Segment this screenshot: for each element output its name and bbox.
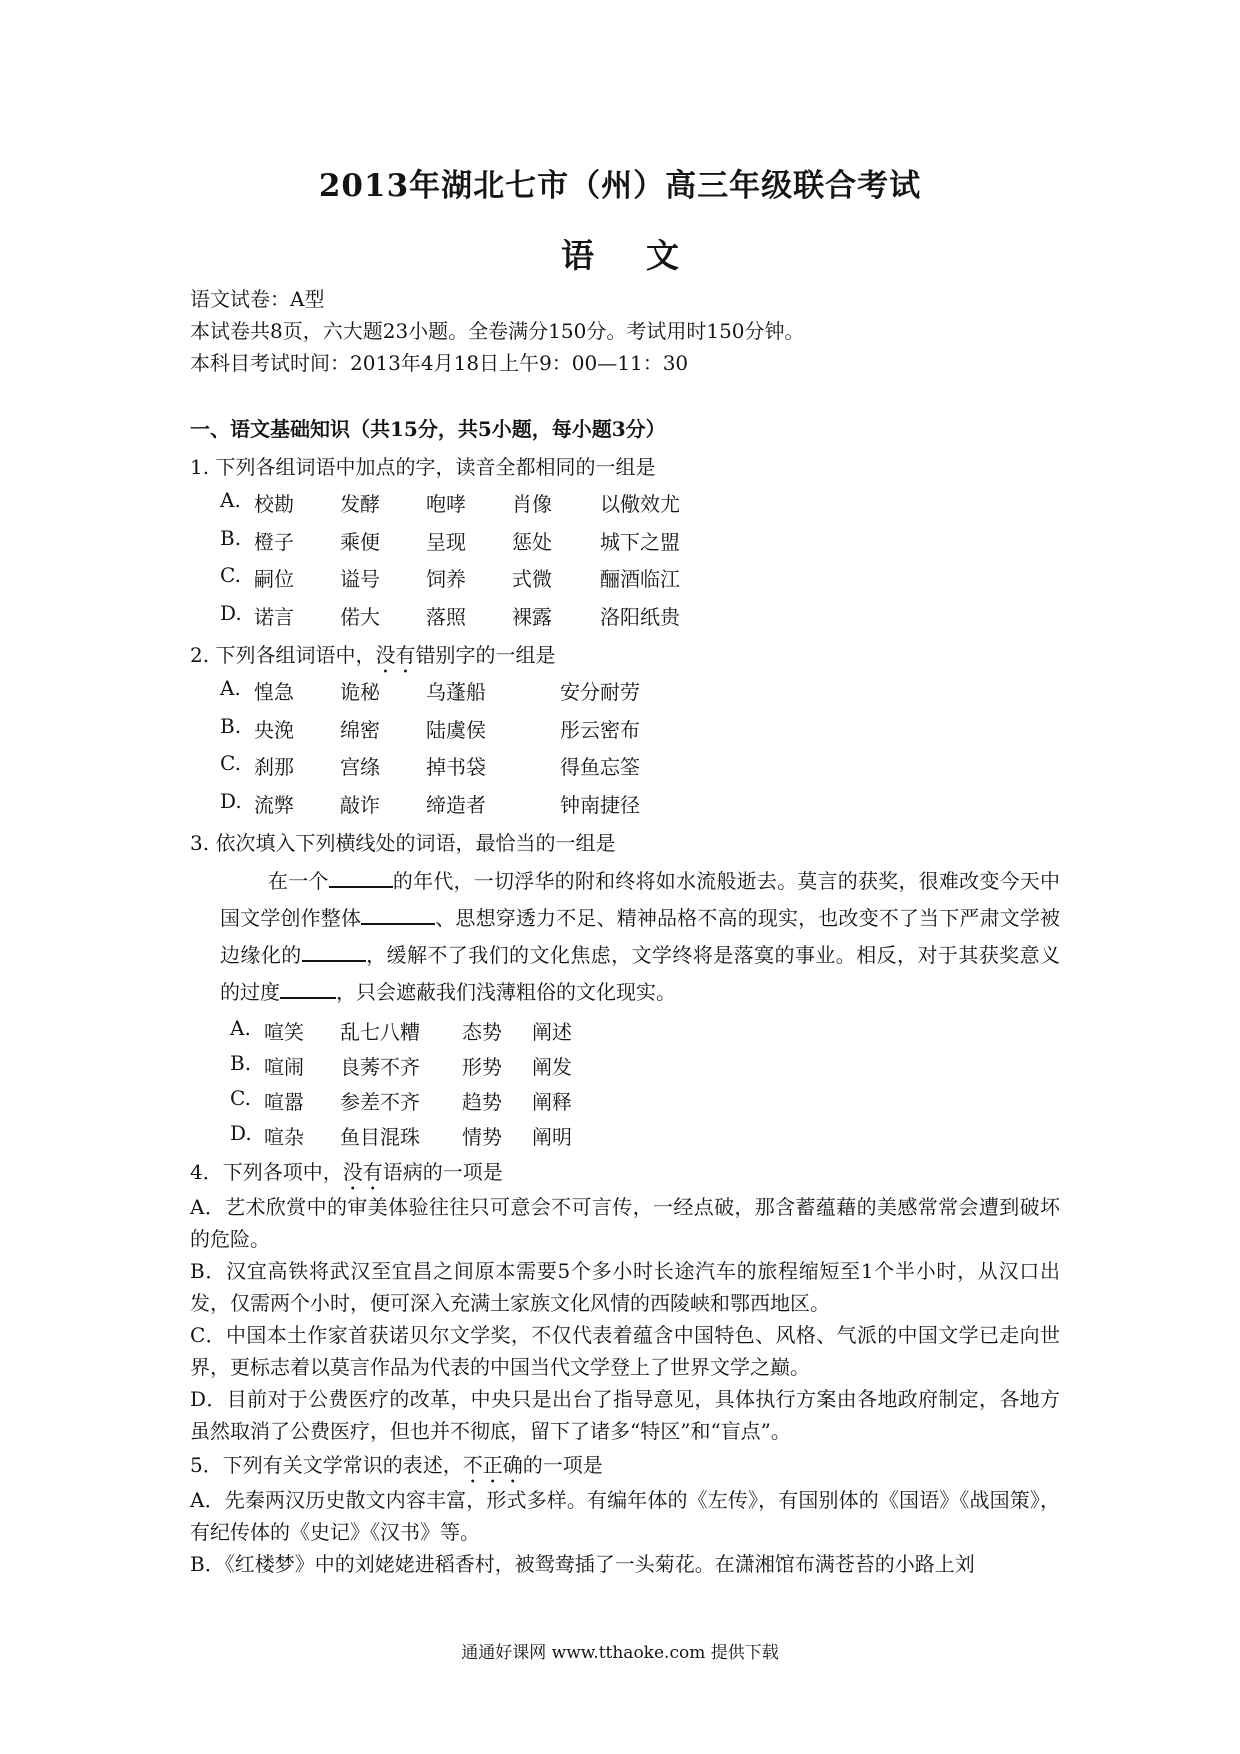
- q1-option-a: [220, 488, 680, 516]
- q3-blank-2: [361, 903, 435, 925]
- q5-stem-post: 的一项是: [522, 1453, 603, 1477]
- q4-stem-emphasis: 没有: [342, 1160, 383, 1184]
- option-label: C.: [220, 751, 241, 775]
- paper-type: 语文试卷：A型: [190, 287, 325, 311]
- footer-credit: 通通好课网 www.tthaoke.com 提供下载: [461, 1643, 779, 1663]
- word: 参差不齐: [340, 1090, 420, 1114]
- word: 城下之盟: [600, 530, 680, 554]
- q1-stem: 1. 下列各组词语中加点的字，读音全都相同的一组是: [190, 455, 656, 479]
- word: 式微: [512, 567, 552, 591]
- word: 趋势: [462, 1090, 502, 1114]
- q4-option-b: B．汉宜高铁将武汉至宜昌之间原本需要5个多小时长途汽车的旅程缩短至1个半小时，从汉口出发，仅需两个小时，便可深入充满土家族文化风情的西陵峡和鄂西地区。: [190, 1259, 1060, 1315]
- q3-text: 下严肃文学被边缘化的: [220, 906, 1061, 967]
- q3-text: 在一个: [268, 869, 329, 893]
- word: 落照: [426, 605, 466, 629]
- word: 鱼目混珠: [340, 1125, 420, 1149]
- q4-stem: [190, 1156, 503, 1195]
- page-title: 2013年湖北七市（州）高三年级联合考试: [318, 168, 922, 204]
- q4-option-a: A．艺术欣赏中的审美体验往往只可意会不可言传，一经点破，那含蓄蕴藉的美感常常会遭到破坏的危险。: [190, 1195, 1060, 1251]
- q3-text: ，只会遮蔽我们浅薄粗俗的文化现实。: [336, 980, 676, 1004]
- q5-option-b: B．《红楼梦》中的刘姥姥进稻香村，被鸳鸯插了一头菊花。在潇湘馆布满苍苔的小路上刘: [190, 1552, 975, 1576]
- q4-option-d: D．目前对于公费医疗的改革，中央只是出台了指导意见，具体执行方案由各地政府制定，各地方虽然取消了公费医疗，但也并不彻底，留下了诸多“特区”和“盲点”。: [190, 1387, 1060, 1443]
- option-label: D.: [220, 601, 242, 625]
- q1-option-d: [220, 601, 680, 629]
- word: 乌蓬船: [426, 680, 486, 704]
- word: 谥号: [340, 567, 380, 591]
- word: 肖像: [512, 492, 552, 516]
- word: 情势: [462, 1125, 502, 1149]
- section-heading: 一、语文基础知识（共15分，共5小题，每小题3分）: [190, 417, 666, 441]
- word: 安分耐劳: [560, 680, 640, 704]
- q3-text: 、思想穿透力不足、精神品格不高的现实，也改变不了当: [435, 906, 940, 930]
- option-label: A.: [230, 1016, 251, 1040]
- word: 绵密: [340, 718, 380, 742]
- word: 发酵: [340, 492, 380, 516]
- word: 乱七八糟: [340, 1020, 420, 1044]
- subject-char-2: 文: [646, 236, 679, 275]
- word: 良莠不齐: [340, 1055, 420, 1079]
- word: 宫绦: [340, 755, 380, 779]
- q3-blank-3: [302, 940, 366, 962]
- paper-summary: 本试卷共8页，六大题23小题。全卷满分150分。考试用时150分钟。: [190, 319, 805, 343]
- q3-option-a: [230, 1016, 572, 1044]
- option-label: C.: [220, 563, 241, 587]
- word: 缔造者: [426, 793, 486, 817]
- q1-option-b: [220, 526, 680, 554]
- q2-stem: [190, 639, 555, 678]
- q2-stem-emphasis: 没有: [375, 643, 416, 667]
- q3-blank-1: [329, 866, 393, 888]
- word: 流弊: [254, 793, 294, 817]
- word: 喧闹: [264, 1055, 304, 1079]
- word: 橙子: [254, 530, 294, 554]
- word: 惩处: [512, 530, 552, 554]
- q2-option-c: [220, 751, 640, 779]
- word: 钟南捷径: [560, 793, 640, 817]
- word: 喧杂: [264, 1125, 304, 1149]
- word: 校勘: [254, 492, 294, 516]
- word: 乘便: [340, 530, 380, 554]
- q3-text: 的年代，一切浮华的附和终将如水流般逝去。莫言的获奖，很难改变: [392, 869, 1000, 893]
- word: 以儆效尤: [600, 492, 680, 516]
- word: 敲诈: [340, 793, 380, 817]
- option-label: B.: [230, 1051, 252, 1075]
- word: 形势: [462, 1055, 502, 1079]
- word: 阐发: [532, 1055, 572, 1079]
- word: 得鱼忘筌: [560, 755, 640, 779]
- q2-stem-post: 错别字的一组是: [415, 643, 556, 667]
- word: 掉书袋: [426, 755, 486, 779]
- option-label: B.: [220, 714, 242, 738]
- option-label: C.: [230, 1086, 251, 1110]
- word: 洛阳纸贵: [600, 605, 680, 629]
- word: 饲养: [426, 567, 466, 591]
- q2-option-a: [220, 676, 640, 704]
- subject-title: [0, 230, 1240, 277]
- word: 彤云密布: [560, 718, 640, 742]
- exam-time: 本科目考试时间：2013年4月18日上午9：00—11：30: [190, 351, 689, 375]
- q4-stem-post: 语病的一项是: [382, 1160, 503, 1184]
- word: 央浼: [254, 718, 294, 742]
- word: 酾酒临江: [600, 567, 680, 591]
- q3-option-b: [230, 1051, 572, 1079]
- q1-option-c: [220, 563, 680, 591]
- q3-option-d: [230, 1121, 572, 1149]
- q3-blank-4: [280, 977, 336, 999]
- q5-stem-emphasis: 不正确: [462, 1453, 523, 1477]
- word: 陆虞侯: [426, 718, 486, 742]
- q4-option-c: C．中国本土作家首获诺贝尔文学奖，不仅代表着蕴含中国特色、风格、气派的中国文学已走向世界，更标志着以莫言作品为代表的中国当代文学登上了世界文学之巅。: [190, 1323, 1060, 1379]
- word: 喧嚣: [264, 1090, 304, 1114]
- q2-stem-pre: 2. 下列各组词语中，: [190, 643, 376, 667]
- q3-option-c: [230, 1086, 572, 1114]
- q5-stem-pre: 5．下列有关文学常识的表述，: [190, 1453, 463, 1477]
- word: 阐述: [532, 1020, 572, 1044]
- option-label: D.: [220, 789, 242, 813]
- word: 惶急: [254, 680, 294, 704]
- q3-passage: [220, 863, 1060, 1011]
- q3-text: 反，对于其获奖意义的过度: [220, 943, 1061, 1004]
- q5-stem: [190, 1449, 603, 1488]
- q4-stem-pre: 4．下列各项中，: [190, 1160, 343, 1184]
- option-label: B.: [220, 526, 242, 550]
- word: 阐释: [532, 1090, 572, 1114]
- option-label: D.: [230, 1121, 252, 1145]
- q5-option-a: A．先秦两汉历史散文内容丰富，形式多样。有编年体的《左传》，有国别体的《国语》《战国策》，有纪传体的《史记》《汉书》等。: [190, 1488, 1060, 1544]
- q3-stem: 3. 依次填入下列横线处的词语，最恰当的一组是: [190, 831, 616, 855]
- q2-option-d: [220, 789, 640, 817]
- word: 裸露: [512, 605, 552, 629]
- word: 诡秘: [340, 680, 380, 704]
- q3-text: 今天中国文学创作整体: [220, 869, 1061, 930]
- word: 刹那: [254, 755, 294, 779]
- option-label: A.: [220, 676, 241, 700]
- q3-text: ，缓解不了我们的文化焦虑，文学终将是落寞的事业。相: [365, 943, 877, 967]
- word: 嗣位: [254, 567, 294, 591]
- word: 咆哮: [426, 492, 466, 516]
- subject-char-1: 语: [561, 236, 594, 275]
- word: 呈现: [426, 530, 466, 554]
- word: 阐明: [532, 1125, 572, 1149]
- q2-option-b: [220, 714, 640, 742]
- word: 诺言: [254, 605, 294, 629]
- word: 态势: [462, 1020, 502, 1044]
- word: 偌大: [340, 605, 380, 629]
- option-label: A.: [220, 488, 241, 512]
- word: 喧笑: [264, 1020, 304, 1044]
